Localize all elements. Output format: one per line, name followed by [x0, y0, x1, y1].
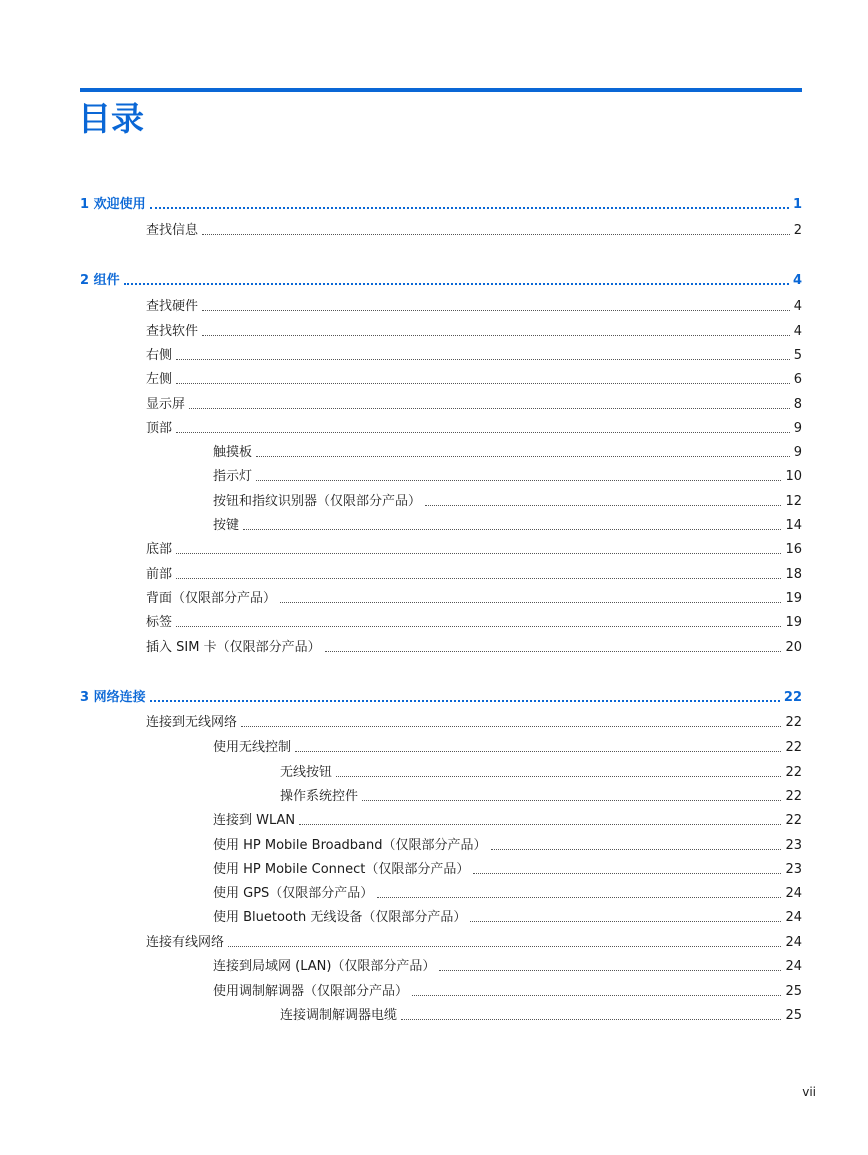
- dot-leader: [377, 897, 781, 898]
- toc-page-number: 4: [793, 324, 802, 339]
- toc-page-number: 4: [793, 299, 802, 314]
- dot-leader: [189, 408, 790, 409]
- toc-label: 查找硬件: [146, 299, 199, 314]
- toc-label: 1 欢迎使用: [80, 197, 146, 212]
- toc-label: 查找软件: [146, 324, 199, 339]
- toc-chapter-2[interactable]: [80, 271, 802, 289]
- dot-leader: [176, 553, 781, 554]
- toc-label: 使用 GPS（仅限部分产品）: [213, 886, 374, 901]
- page-number-footer: vii: [802, 1085, 816, 1099]
- toc-label: 连接到无线网络: [146, 715, 238, 730]
- toc-label: 底部: [146, 542, 173, 557]
- toc-entry[interactable]: [146, 540, 802, 558]
- toc-label: 使用调制解调器（仅限部分产品）: [213, 984, 409, 999]
- toc-page-number: 22: [785, 740, 802, 755]
- toc-label: 无线按钮: [280, 765, 333, 780]
- toc-label: 使用 HP Mobile Connect（仅限部分产品）: [213, 862, 470, 877]
- toc-label: 按键: [213, 518, 240, 533]
- toc-page-number: 1: [792, 197, 802, 212]
- toc-page-number: 5: [793, 348, 802, 363]
- toc-page-number: 22: [785, 789, 802, 804]
- toc-entry[interactable]: [146, 613, 802, 631]
- toc-page-number: 8: [793, 397, 802, 412]
- dot-leader: [202, 310, 790, 311]
- toc-label: 连接到局域网 (LAN)（仅限部分产品）: [213, 959, 436, 974]
- dot-leader: [336, 776, 781, 777]
- toc-label: 连接到 WLAN: [213, 813, 296, 828]
- toc-entry[interactable]: [146, 638, 802, 656]
- toc-label: 3 网络连接: [80, 690, 146, 705]
- dot-leader: [280, 602, 781, 603]
- toc-page-number: 24: [785, 910, 802, 925]
- toc-entry[interactable]: [213, 492, 802, 510]
- toc-label: 连接有线网络: [146, 935, 225, 950]
- dot-leader: [325, 651, 782, 652]
- toc-page-number: 25: [785, 1008, 802, 1023]
- toc-page-number: 9: [793, 421, 802, 436]
- dot-leader: [176, 578, 781, 579]
- toc-entry[interactable]: [213, 467, 802, 485]
- toc-entry[interactable]: [146, 933, 802, 951]
- toc-page-number: 18: [785, 567, 802, 582]
- dot-leader: [473, 873, 781, 874]
- dot-leader: [176, 626, 781, 627]
- toc-page-number: 22: [785, 813, 802, 828]
- toc-page-number: 4: [792, 273, 802, 288]
- dot-leader: [243, 529, 781, 530]
- dot-leader: [295, 751, 781, 752]
- toc-entry[interactable]: [213, 860, 802, 878]
- toc-label: 操作系统控件: [280, 789, 359, 804]
- toc-entry[interactable]: [213, 443, 802, 461]
- dot-leader: [176, 383, 790, 384]
- toc-page-number: 25: [785, 984, 802, 999]
- toc-page-number: 9: [793, 445, 802, 460]
- toc-chapter-3[interactable]: [80, 688, 802, 706]
- toc-entry[interactable]: [280, 763, 802, 781]
- toc-entry[interactable]: [213, 516, 802, 534]
- toc-page-number: 10: [785, 469, 802, 484]
- dot-leader: [256, 480, 781, 481]
- toc-page-number: 20: [785, 640, 802, 655]
- toc-entry[interactable]: [213, 982, 802, 1000]
- toc-page-number: 22: [785, 765, 802, 780]
- toc-page-number: 24: [785, 886, 802, 901]
- toc-page-number: 19: [785, 615, 802, 630]
- toc-entry[interactable]: [146, 565, 802, 583]
- toc-label: 使用无线控制: [213, 740, 292, 755]
- toc-entry[interactable]: [146, 395, 802, 413]
- toc-label: 顶部: [146, 421, 173, 436]
- toc-page-number: 19: [785, 591, 802, 606]
- toc-page-number: 23: [785, 862, 802, 877]
- toc-entry[interactable]: [213, 908, 802, 926]
- dot-leader: [202, 234, 790, 235]
- toc-entry[interactable]: [213, 738, 802, 756]
- toc-label: 标签: [146, 615, 173, 630]
- toc-entry[interactable]: [146, 221, 802, 239]
- toc-label: 插入 SIM 卡（仅限部分产品）: [146, 640, 321, 655]
- toc-page-number: 14: [785, 518, 802, 533]
- toc-page-number: 24: [785, 935, 802, 950]
- dot-leader: [439, 970, 781, 971]
- toc-entry[interactable]: [146, 589, 802, 607]
- toc-label: 右侧: [146, 348, 173, 363]
- toc-chapter-1[interactable]: [80, 195, 802, 213]
- dot-leader: [425, 505, 781, 506]
- dot-leader: [401, 1019, 781, 1020]
- toc-page-number: 22: [785, 715, 802, 730]
- toc-entry[interactable]: [146, 419, 802, 437]
- toc-page-number: 24: [785, 959, 802, 974]
- toc-entry[interactable]: [213, 836, 802, 854]
- toc-label: 指示灯: [213, 469, 253, 484]
- dot-leader: [202, 335, 790, 336]
- dot-leader: [491, 849, 782, 850]
- toc-label: 2 组件: [80, 273, 120, 288]
- dot-leader: [299, 824, 781, 825]
- dot-leader: [176, 432, 790, 433]
- toc-label: 使用 HP Mobile Broadband（仅限部分产品）: [213, 838, 487, 853]
- toc-page-number: 6: [793, 372, 802, 387]
- toc-page-number: 12: [785, 494, 802, 509]
- toc-entry[interactable]: [213, 884, 802, 902]
- dot-leader: [412, 995, 781, 996]
- toc-label: 触摸板: [213, 445, 253, 460]
- toc-label: 背面（仅限部分产品）: [146, 591, 277, 606]
- dot-leader: [228, 946, 781, 947]
- dot-leader: [470, 921, 781, 922]
- toc-page-number: 16: [785, 542, 802, 557]
- toc-entry[interactable]: [280, 1006, 802, 1024]
- toc-label: 查找信息: [146, 223, 199, 238]
- toc-entry[interactable]: [213, 957, 802, 975]
- toc-page-number: 23: [785, 838, 802, 853]
- page-title: 目录: [78, 99, 144, 138]
- dot-leader: [241, 726, 781, 727]
- toc-entry[interactable]: [146, 370, 802, 388]
- dot-leader: [362, 800, 781, 801]
- toc-entry[interactable]: [280, 787, 802, 805]
- dot-leader: [176, 359, 790, 360]
- toc-label: 连接调制解调器电缆: [280, 1008, 398, 1023]
- dot-leader: [150, 700, 780, 702]
- toc-label: 前部: [146, 567, 173, 582]
- dot-leader: [150, 207, 789, 209]
- dot-leader: [124, 283, 789, 285]
- toc-page-number: 22: [783, 690, 802, 705]
- toc-label: 按钮和指纹识别器（仅限部分产品）: [213, 494, 422, 509]
- toc-entry[interactable]: [146, 713, 802, 731]
- toc-entry[interactable]: [146, 346, 802, 364]
- toc-label: 使用 Bluetooth 无线设备（仅限部分产品）: [213, 910, 467, 925]
- toc-entry[interactable]: [213, 811, 802, 829]
- toc-label: 左侧: [146, 372, 173, 387]
- toc-entry[interactable]: [146, 297, 802, 315]
- toc-entry[interactable]: [146, 322, 802, 340]
- toc-label: 显示屏: [146, 397, 186, 412]
- dot-leader: [256, 456, 790, 457]
- toc-page-number: 2: [793, 223, 802, 238]
